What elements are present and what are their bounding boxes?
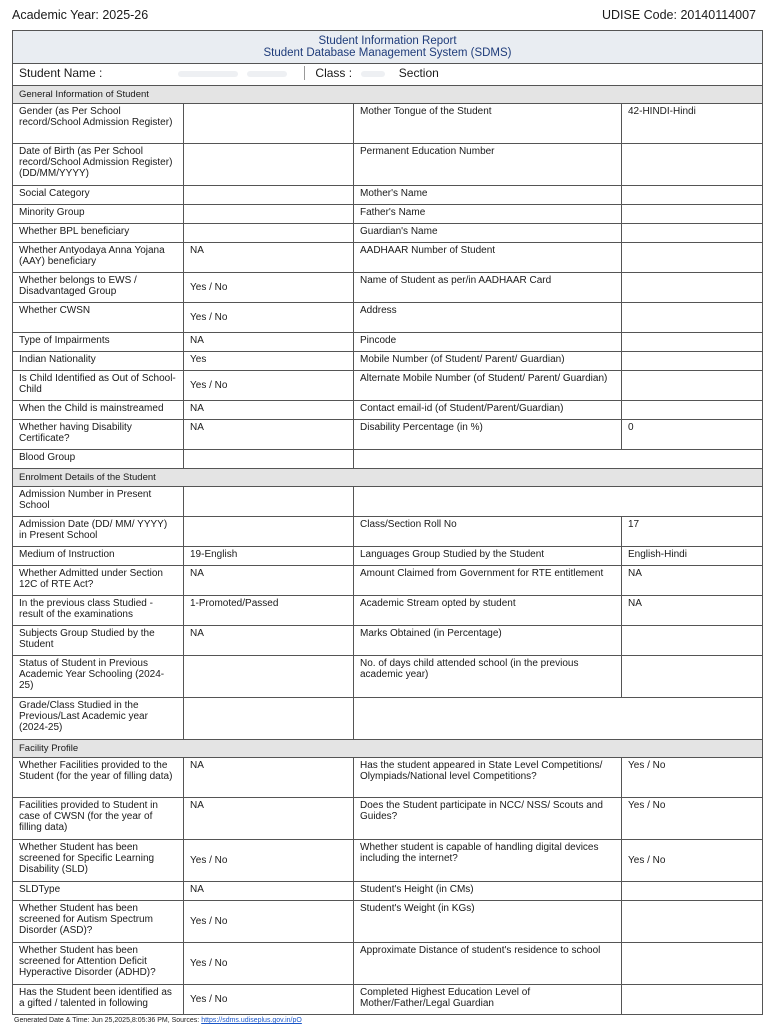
field-label: Admission Number in Present School <box>13 487 184 517</box>
table-row <box>13 882 763 901</box>
field-value <box>622 303 763 333</box>
field-label: Father's Name <box>354 205 622 224</box>
field-value: Yes / No <box>184 901 354 943</box>
table-row <box>13 566 763 596</box>
table-row <box>13 333 763 352</box>
table-row <box>13 943 763 985</box>
field-label: Mother Tongue of the Student <box>354 104 622 144</box>
field-value: NA <box>184 882 354 901</box>
footer <box>14 1017 764 1024</box>
field-value <box>622 205 763 224</box>
field-value: Yes <box>184 352 354 371</box>
field-label: Whether Admitted under Section 12C of RTE Act? <box>13 566 184 596</box>
field-value <box>184 205 354 224</box>
field-label: Contact email-id (of Student/Parent/Guardian) <box>354 401 622 420</box>
field-value: Yes / No <box>184 985 354 1015</box>
empty-cell <box>354 487 763 517</box>
section-label: Section <box>398 66 439 80</box>
field-label: When the Child is mainstreamed <box>13 401 184 420</box>
field-value <box>622 626 763 656</box>
field-value <box>622 186 763 205</box>
field-value: Yes / No <box>184 303 354 333</box>
field-label: Alternate Mobile Number (of Student/ Parent/ Guardian) <box>354 371 622 401</box>
field-value: NA <box>184 243 354 273</box>
field-value: NA <box>184 626 354 656</box>
field-value <box>184 698 354 740</box>
blood-group-label: Blood Group <box>13 450 184 469</box>
field-value <box>622 882 763 901</box>
field-value <box>622 985 763 1015</box>
table-row <box>13 205 763 224</box>
field-label: Admission Date (DD/ MM/ YYYY) in Present School <box>13 517 184 547</box>
field-value <box>184 144 354 186</box>
field-label: Whether student is capable of handling digital devices including the internet? <box>354 840 622 882</box>
report-page <box>4 0 764 1024</box>
field-label: In the previous class Studied - result of the examinations <box>13 596 184 626</box>
field-label: Facilities provided to Student in case of CWSN (for the year of filling data) <box>13 798 184 840</box>
field-label: Student's Weight (in KGs) <box>354 901 622 943</box>
field-label: Languages Group Studied by the Student <box>354 547 622 566</box>
field-label: Marks Obtained (in Percentage) <box>354 626 622 656</box>
field-label: Medium of Instruction <box>13 547 184 566</box>
field-value <box>184 450 354 469</box>
field-value: 0 <box>622 420 763 450</box>
table-row <box>13 698 763 740</box>
field-value: Yes / No <box>184 371 354 401</box>
report-title-row <box>13 31 763 64</box>
table-row <box>13 547 763 566</box>
field-value: NA <box>184 420 354 450</box>
field-value: Yes / No <box>184 840 354 882</box>
table-row <box>13 450 763 469</box>
field-value <box>622 943 763 985</box>
table-row <box>13 840 763 882</box>
table-row <box>13 985 763 1015</box>
field-label: Mobile Number (of Student/ Parent/ Guardian) <box>354 352 622 371</box>
field-value <box>622 901 763 943</box>
section-facility-label: Facility Profile <box>13 740 763 758</box>
table-row <box>13 798 763 840</box>
field-value <box>184 186 354 205</box>
field-label: Name of Student as per/in AADHAAR Card <box>354 273 622 303</box>
section-general-label: General Information of Student <box>13 86 763 104</box>
table-row <box>13 420 763 450</box>
field-value <box>622 401 763 420</box>
field-value <box>184 656 354 698</box>
field-value <box>622 144 763 186</box>
field-label: Subjects Group Studied by the Student <box>13 626 184 656</box>
table-row <box>13 104 763 144</box>
section-enrolment-label: Enrolment Details of the Student <box>13 469 763 487</box>
field-label: Type of Impairments <box>13 333 184 352</box>
field-label: AADHAAR Number of Student <box>354 243 622 273</box>
field-label: Does the Student participate in NCC/ NSS/ Scouts and Guides? <box>354 798 622 840</box>
field-label: Status of Student in Previous Academic Year Schooling (2024-25) <box>13 656 184 698</box>
field-value <box>184 487 354 517</box>
table-row <box>13 303 763 333</box>
report-title: Student Information Report <box>318 35 457 47</box>
field-label: Date of Birth (as Per School record/School Admission Register) (DD/MM/YYYY) <box>13 144 184 186</box>
table-row <box>13 273 763 303</box>
table-row <box>13 144 763 186</box>
table-row <box>13 371 763 401</box>
field-label: Mother's Name <box>354 186 622 205</box>
section-facility <box>13 740 763 758</box>
field-value <box>622 656 763 698</box>
field-label: Whether Facilities provided to the Student (for the year of filling data) <box>13 758 184 798</box>
field-value <box>184 104 354 144</box>
field-label: Whether Student has been screened for Attention Deficit Hyperactive Disorder (ADHD)? <box>13 943 184 985</box>
field-label: Has the student appeared in State Level Competitions/ Olympiads/National level Competitions? <box>354 758 622 798</box>
field-label: Minority Group <box>13 205 184 224</box>
field-label: Academic Stream opted by student <box>354 596 622 626</box>
section-enrolment <box>13 469 763 487</box>
field-value: NA <box>184 333 354 352</box>
field-label: No. of days child attended school (in the previous academic year) <box>354 656 622 698</box>
field-label: Class/Section Roll No <box>354 517 622 547</box>
report-subtitle: Student Database Management System (SDMS) <box>263 47 512 59</box>
field-value <box>622 352 763 371</box>
top-bar <box>4 0 764 30</box>
field-value: NA <box>184 758 354 798</box>
field-value: 19-English <box>184 547 354 566</box>
student-name-row <box>13 64 763 86</box>
field-value: Yes / No <box>622 840 763 882</box>
field-value: NA <box>184 798 354 840</box>
field-label: Whether CWSN <box>13 303 184 333</box>
academic-year: Academic Year: 2025-26 <box>12 8 149 22</box>
field-value: English-Hindi <box>622 547 763 566</box>
student-name-label: Student Name : <box>19 66 103 80</box>
field-label: Guardian's Name <box>354 224 622 243</box>
udise-code: UDISE Code: 20140114007 <box>601 8 756 22</box>
table-row <box>13 186 763 205</box>
field-value: NA <box>622 596 763 626</box>
field-value: NA <box>184 401 354 420</box>
field-label: Social Category <box>13 186 184 205</box>
field-value: 1-Promoted/Passed <box>184 596 354 626</box>
field-label: Completed Highest Education Level of Mother/Father/Legal Guardian <box>354 985 622 1015</box>
table-row <box>13 487 763 517</box>
field-value: Yes / No <box>622 798 763 840</box>
class-label: Class : <box>304 66 352 80</box>
field-value: Yes / No <box>184 943 354 985</box>
empty-cell <box>354 698 763 740</box>
table-row <box>13 656 763 698</box>
table-row <box>13 517 763 547</box>
field-label: Permanent Education Number <box>354 144 622 186</box>
field-label: Whether Antyodaya Anna Yojana (AAY) beneficiary <box>13 243 184 273</box>
table-row <box>13 626 763 656</box>
field-value: NA <box>184 566 354 596</box>
field-value <box>622 224 763 243</box>
field-label: Whether belongs to EWS / Disadvantaged Group <box>13 273 184 303</box>
footer-text: Generated Date & Time: Jun 25,2025,8:05:36 PM, Sources: <box>14 1017 200 1024</box>
field-value <box>184 224 354 243</box>
field-label: Has the Student been identified as a gifted / talented in following <box>13 985 184 1015</box>
empty-cell <box>354 450 763 469</box>
field-label: Approximate Distance of student's residence to school <box>354 943 622 985</box>
field-label: SLDType <box>13 882 184 901</box>
table-row <box>13 901 763 943</box>
field-value <box>622 333 763 352</box>
table-row <box>13 243 763 273</box>
field-label: Gender (as Per School record/School Admission Register) <box>13 104 184 144</box>
field-value <box>622 371 763 401</box>
section-general <box>13 86 763 104</box>
table-row <box>13 224 763 243</box>
field-label: Grade/Class Studied in the Previous/Last Academic year (2024-25) <box>13 698 184 740</box>
field-label: Whether Student has been screened for Autism Spectrum Disorder (ASD)? <box>13 901 184 943</box>
field-label: Disability Percentage (in %) <box>354 420 622 450</box>
field-label: Whether Student has been screened for Specific Learning Disability (SLD) <box>13 840 184 882</box>
field-label: Pincode <box>354 333 622 352</box>
field-label: Student's Height (in CMs) <box>354 882 622 901</box>
table-row <box>13 596 763 626</box>
field-label: Whether having Disability Certificate? <box>13 420 184 450</box>
source-link[interactable]: https://sdms.udiseplus.gov.in/pO <box>201 1017 302 1024</box>
table-row <box>13 352 763 371</box>
report-table <box>12 30 763 1015</box>
field-label: Whether BPL beneficiary <box>13 224 184 243</box>
field-value: Yes / No <box>622 758 763 798</box>
field-value: 17 <box>622 517 763 547</box>
field-value: 42-HINDI-Hindi <box>622 104 763 144</box>
field-value: Yes / No <box>184 273 354 303</box>
table-row <box>13 401 763 420</box>
field-label: Amount Claimed from Government for RTE entitlement <box>354 566 622 596</box>
field-label: Address <box>354 303 622 333</box>
field-value <box>622 243 763 273</box>
field-value: NA <box>622 566 763 596</box>
field-label: Is Child Identified as Out of School-Child <box>13 371 184 401</box>
field-value <box>622 273 763 303</box>
field-label: Indian Nationality <box>13 352 184 371</box>
field-value <box>184 517 354 547</box>
table-row <box>13 758 763 798</box>
